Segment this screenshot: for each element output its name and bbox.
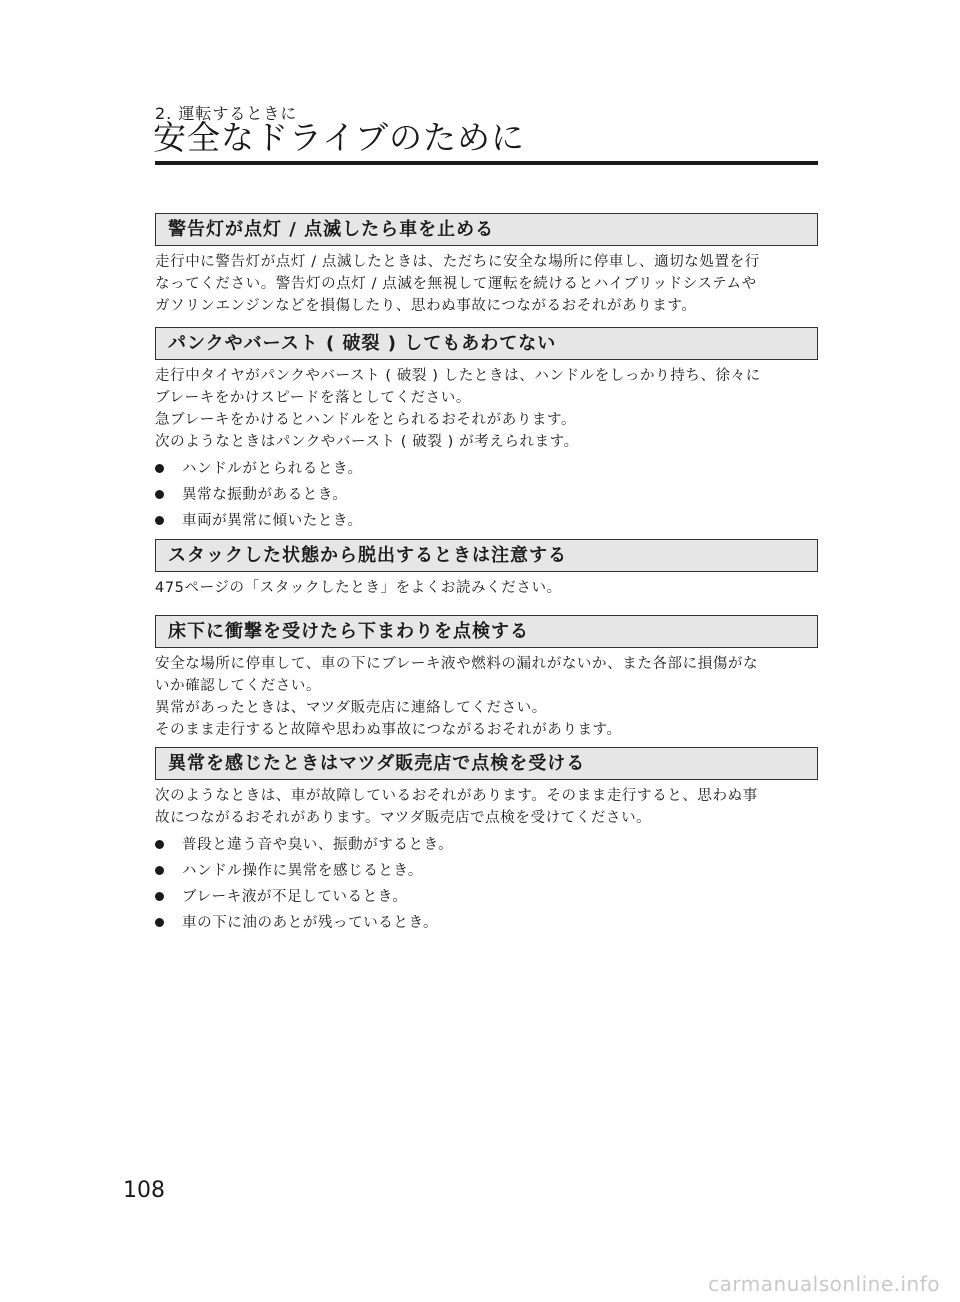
body-line: 475ページの「スタックしたとき」をよくお読みください。 — [155, 580, 562, 596]
bullet-icon — [155, 516, 164, 525]
section-body — [155, 653, 818, 741]
body-line: 次のようなときはパンクやバースト ( 破裂 ) が考えられます。 — [155, 434, 579, 450]
section-body — [155, 785, 818, 938]
body-line: 走行中タイヤがパンクやバースト ( 破裂 ) したときは、ハンドルをしっかり持ち、徐々に — [155, 368, 761, 384]
page-title: 安全なドライブのために — [153, 118, 526, 157]
section-heading: 床下に衝撃を受けたら下まわりを点検する — [155, 615, 818, 648]
body-line: 異常があったときは、マツダ販売店に連絡してください。 — [155, 700, 547, 716]
section-body — [155, 365, 818, 536]
bullet-icon — [155, 840, 164, 849]
list-item-text: 異常な振動があるとき。 — [182, 487, 348, 503]
list-item — [155, 860, 818, 886]
bullet-list — [155, 834, 818, 938]
section-heading: パンクやバースト ( 破裂 ) してもあわてない — [155, 327, 818, 360]
bullet-icon — [155, 490, 164, 499]
bullet-list — [155, 458, 818, 536]
section-heading: 警告灯が点灯 / 点滅したら車を止める — [155, 213, 818, 246]
list-item-text: 普段と違う音や臭い、振動がするとき。 — [182, 837, 454, 853]
section-abnormal — [155, 747, 818, 938]
list-item-text: ハンドル操作に異常を感じるとき。 — [182, 863, 424, 879]
watermark: carmanualsonline.info — [708, 1272, 940, 1296]
list-item — [155, 886, 818, 912]
body-line: なってください。警告灯の点灯 / 点滅を無視して運転を続けるとハイブリッドシステムや — [155, 276, 757, 292]
section-puncture — [155, 327, 818, 536]
list-item-text: ブレーキ液が不足しているとき。 — [182, 889, 408, 905]
body-line: 次のようなときは、車が故障しているおそれがあります。そのまま走行すると、思わぬ事 — [155, 788, 758, 804]
body-line: 走行中に警告灯が点灯 / 点滅したときは、ただちに安全な場所に停車し、適切な処置を行 — [155, 254, 760, 270]
list-item-text: 車両が異常に傾いたとき。 — [182, 513, 363, 529]
list-item-text: ハンドルがとられるとき。 — [182, 461, 363, 477]
list-item — [155, 484, 818, 510]
list-item-text: 車の下に油のあとが残っているとき。 — [182, 915, 439, 931]
section-body — [155, 577, 818, 599]
body-line: ブレーキをかけスピードを落としてください。 — [155, 390, 471, 406]
chapter-label: 2. 運転するときに — [155, 104, 298, 123]
body-line: 急ブレーキをかけるとハンドルをとられるおそれがあります。 — [155, 412, 577, 428]
section-stuck — [155, 539, 818, 599]
section-body — [155, 251, 818, 317]
page-number: 108 — [123, 1178, 165, 1203]
bullet-icon — [155, 464, 164, 473]
body-line: 安全な場所に停車して、車の下にブレーキ液や燃料の漏れがないか、また各部に損傷がな — [155, 656, 759, 672]
section-underbody — [155, 615, 818, 741]
list-item — [155, 510, 818, 536]
body-line: いか確認してください。 — [155, 678, 322, 694]
section-heading: 異常を感じたときはマツダ販売店で点検を受ける — [155, 747, 818, 780]
body-line: 故につながるおそれがあります。マツダ販売店で点検を受けてください。 — [155, 810, 652, 826]
bullet-icon — [155, 892, 164, 901]
list-item — [155, 834, 818, 860]
list-item — [155, 912, 818, 938]
list-item — [155, 458, 818, 484]
title-divider — [155, 161, 818, 165]
section-warning-light — [155, 213, 818, 317]
bullet-icon — [155, 918, 164, 927]
body-line: そのまま走行すると故障や思わぬ事故につながるおそれがあります。 — [155, 722, 622, 738]
bullet-icon — [155, 866, 164, 875]
body-line: ガソリンエンジンなどを損傷したり、思わぬ事故につながるおそれがあります。 — [155, 298, 697, 314]
section-heading: スタックした状態から脱出するときは注意する — [155, 539, 818, 572]
